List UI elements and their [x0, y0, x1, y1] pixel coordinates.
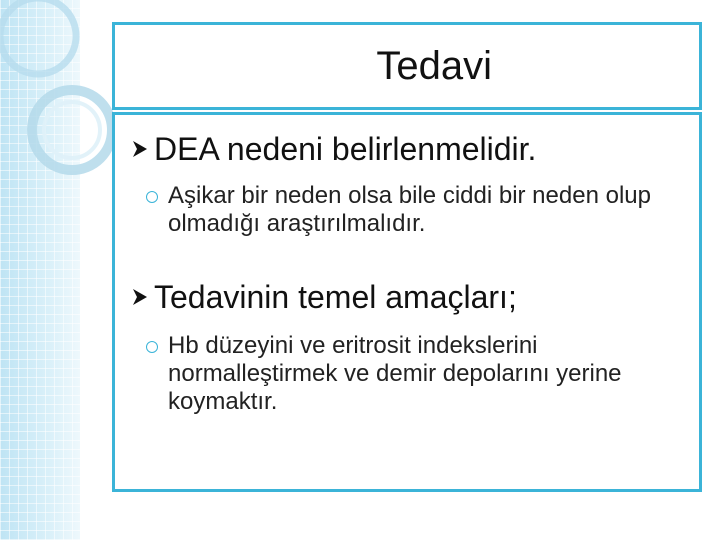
- bullet-text: Tedavinin temel amaçları;: [154, 279, 517, 315]
- bullet-text: DEA nedeni belirlenmelidir.: [154, 131, 537, 167]
- bullet-item-1: [132, 130, 692, 168]
- arrow-bullet-icon: [132, 288, 150, 306]
- sub-bullet-item-1: [146, 182, 692, 238]
- sub-bullet-text: Hb düzeyini ve eritrosit indekslerini normalleştirmek ve demir depolarını yerine koymaktır.: [168, 332, 622, 415]
- ring-bullet-icon: [146, 341, 158, 353]
- sub-bullet-item-2: [146, 332, 692, 416]
- arrow-bullet-icon: [132, 140, 150, 158]
- bullet-list: [132, 130, 692, 416]
- ring-bullet-icon: [146, 191, 158, 203]
- bullet-item-2: [132, 278, 692, 316]
- sub-bullet-text: Aşikar bir neden olsa bile ciddi bir neden olup olmadığı araştırılmalıdır.: [168, 182, 651, 237]
- slide-title: Tedavi: [376, 44, 492, 88]
